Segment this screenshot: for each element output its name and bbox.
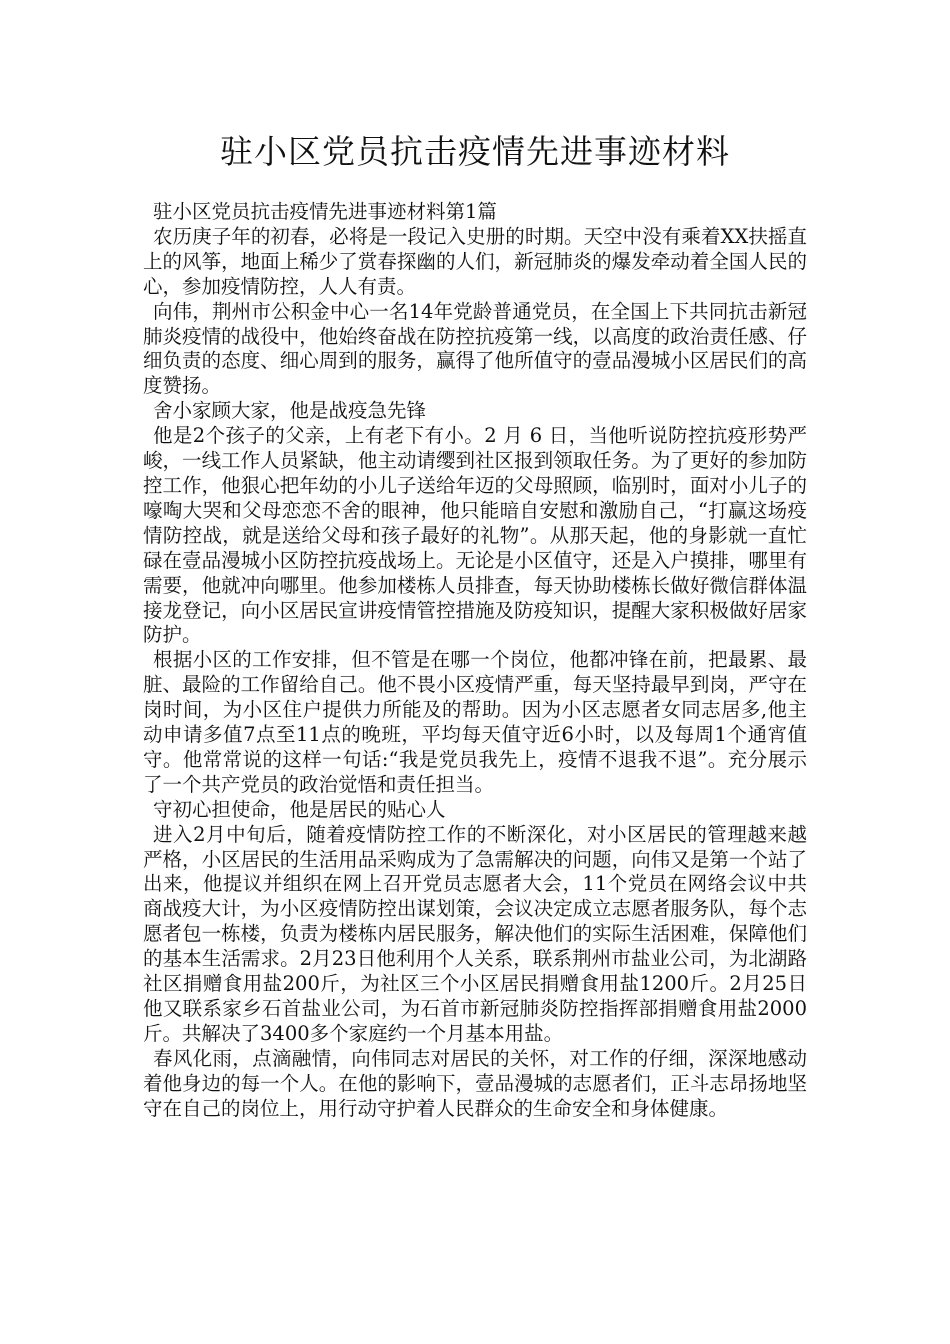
document-title: 驻小区党员抗击疫情先进事迹材料 xyxy=(220,132,730,171)
subtitle-paragraph: 驻小区党员抗击疫情先进事迹材料第1篇 xyxy=(153,200,497,223)
body-paragraph: 农历庚子年的初春，必将是一段记入史册的时期。天空中没有乘着XX扶摇直上的风筝，地面上稀少了赏春探幽的人们，新冠肺炎的爆发牵动着全国人民的心，参加疫情防控，人人有责。 xyxy=(143,224,807,298)
body-paragraph: 他是2个孩子的父亲，上有老下有小。2 月 6 日，当他听说防控抗疫形势严峻，一线工作人员紧缺，他主动请缨到社区报到领取任务。为了更好的参加防控工作，他狠心把年幼的小儿子送给年迈的父母照顾，临别时，面对小儿子的嚎啕大哭和父母恋恋不舍的眼神，他只能暗自安慰和激励自己，“打赢这场疫情防控战，就是送给父母和孩子最好的礼物”。从那天起，他的身影就一直忙碌在壹品漫城小区防控抗疫战场上。无论是小区值守，还是入户摸排，哪里有需要，他就冲向哪里。他参加楼栋人员排查，每天协助楼栋长做好微信群体温接龙登记，向小区居民宣讲疫情管控措施及防疫知识，提醒大家积极做好居家防护。 xyxy=(143,424,807,647)
body-paragraph: 春风化雨，点滴融情，向伟同志对居民的关怀，对工作的仔细，深深地感动着他身边的每一个人。在他的影响下，壹品漫城的志愿者们，正斗志昂扬地坚守在自己的岗位上，用行动守护着人民群众的生命安全和身体健康。 xyxy=(143,1046,807,1120)
section-heading: 守初心担使命，他是居民的贴心人 xyxy=(153,797,446,821)
body-paragraph: 根据小区的工作安排，但不管是在哪一个岗位，他都冲锋在前，把最累、最脏、最险的工作留给自己。他不畏小区疫情严重，每天坚持最早到岗，严守在岗时间，为小区住户提供力所能及的帮助。因为小区志愿者女同志居多,他主动申请多值7点至11点的晚班，平均每天值守近6小时，以及每周1个通宵值守。他常常说的这样一句话:“我是党员我先上，疫情不退我不退”。充分展示了一个共产党员的政治觉悟和责任担当。 xyxy=(143,648,807,796)
body-paragraph: 进入2月中旬后，随着疫情防控工作的不断深化，对小区居民的管理越来越严格，小区居民的生活用品采购成为了急需解决的问题，向伟又是第一个站了出来，他提议并组织在网上召开党员志愿者大会，11个党员在网络会议中共商战疫大计，为小区疫情防控出谋划策，会议决定成立志愿者服务队，每个志愿者包一栋楼，负责为楼栋内居民服务，解决他们的实际生活困难，保障他们的基本生活需求。2月23日他利用个人关系，联系荆州市盐业公司，为北湖路社区捐赠食用盐200斤，为社区三个小区居民捐赠食用盐1200斤。2月25日他又联系家乡石首盐业公司，为石首市新冠肺炎防控指挥部捐赠食用盐2000斤。共解决了3400多个家庭约一个月基本用盐。 xyxy=(143,822,807,1045)
document-body xyxy=(143,200,807,1122)
body-paragraph: 向伟，荆州市公积金中心一名14年党龄普通党员，在全国上下共同抗击新冠肺炎疫情的战役中，他始终奋战在防控抗疫第一线，以高度的政治责任感、仔细负责的态度、细心周到的服务，赢得了他所值守的壹品漫城小区居民们的高度赞扬。 xyxy=(143,299,807,398)
section-heading: 舍小家顾大家，他是战疫急先锋 xyxy=(153,399,427,423)
